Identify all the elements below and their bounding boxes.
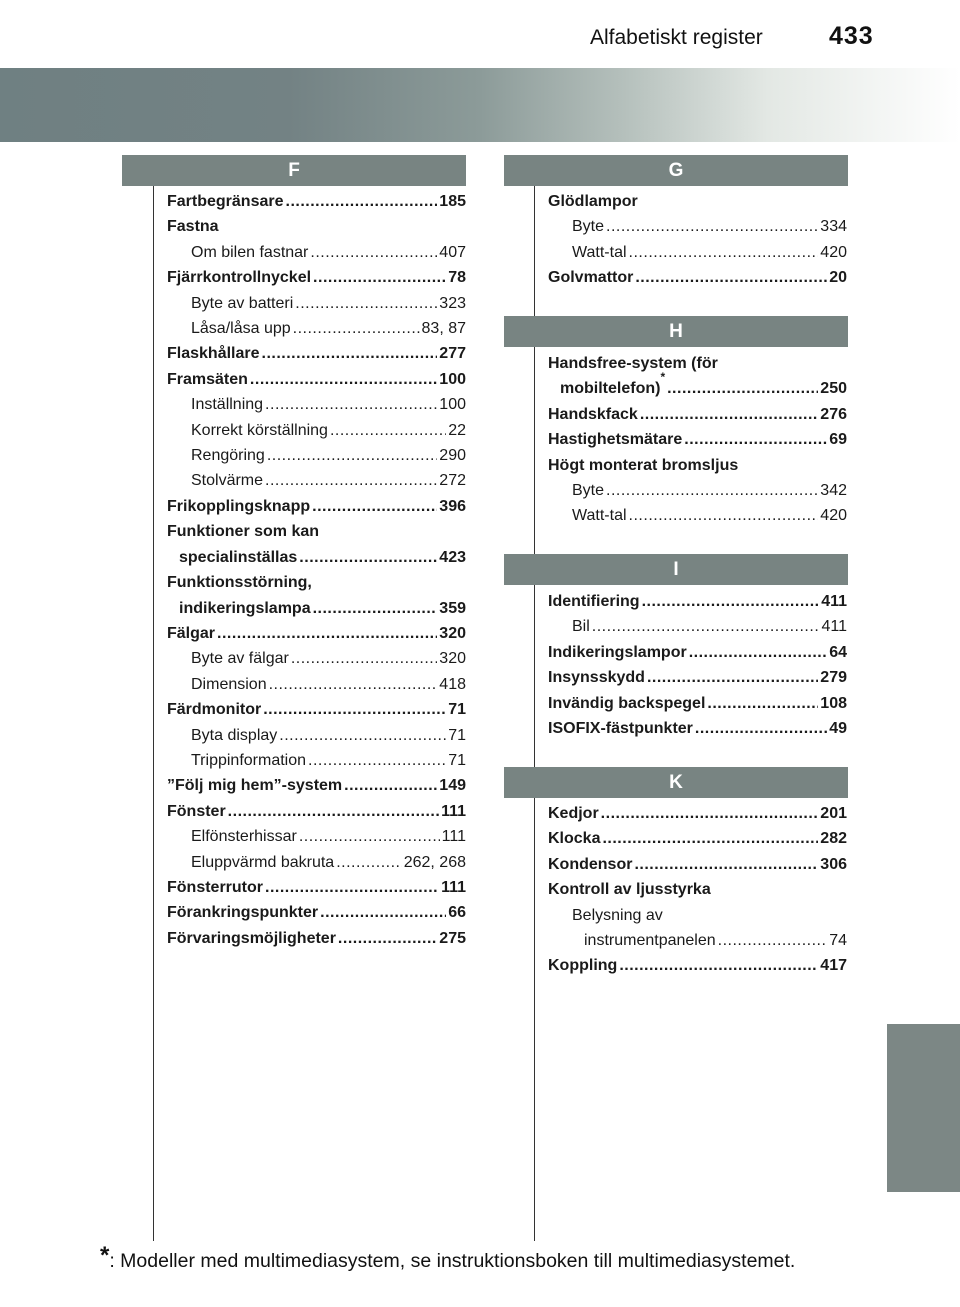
index-entry-continued[interactable]: indikeringslampa ..... 359 (167, 596, 466, 621)
index-subentry[interactable]: Om bilen fastnar ..... 407 (167, 240, 466, 265)
index-entry[interactable]: Färdmonitor ..... 71 (167, 697, 466, 722)
index-entry[interactable]: Frikopplingsknapp ..... 396 (167, 494, 466, 519)
index-entry[interactable]: Indikeringslampor ..... 64 (548, 640, 847, 665)
entries-i (548, 589, 847, 741)
index-entry[interactable]: Identifiering ..... 411 (548, 589, 847, 614)
footnote (100, 1242, 796, 1274)
index-entry: Funktioner som kan (167, 523, 320, 541)
index-subentry[interactable]: Byte ..... 342 (548, 478, 847, 503)
footnote-marker: * (660, 370, 666, 385)
index-entry: Högt monterat bromsljus (548, 456, 739, 474)
entries-g (548, 189, 847, 291)
index-entry-continued[interactable]: specialinställas ..... 423 (167, 545, 466, 570)
index-subentry[interactable]: Byte av batteri ..... 323 (167, 291, 466, 316)
index-entry[interactable]: Fälgar ..... 320 (167, 621, 466, 646)
section-header-f: F (122, 155, 466, 186)
index-entry[interactable]: Flaskhållare ..... 277 (167, 341, 466, 366)
header-title: Alfabetiskt register (590, 26, 763, 49)
index-entry[interactable]: ISOFIX-fästpunkter ..... 49 (548, 716, 847, 741)
index-entry[interactable]: Förvaringsmöjligheter ..... 275 (167, 926, 466, 951)
index-subentry[interactable]: Inställning ..... 100 (167, 392, 466, 417)
index-entry[interactable]: Klocka ..... 282 (548, 826, 847, 851)
index-entry[interactable]: Fönster ..... 111 (167, 799, 466, 824)
index-entry[interactable]: Förankringspunkter ..... 66 (167, 900, 466, 925)
index-entry[interactable]: Koppling ..... 417 (548, 953, 847, 978)
index-subentry[interactable]: Stolvärme ..... 272 (167, 468, 466, 493)
header-banner (0, 68, 960, 142)
index-subentry[interactable]: Korrekt körställning ..... 22 (167, 418, 466, 443)
section-header-h: H (504, 316, 848, 347)
index-subentry[interactable]: Byte ..... 334 (548, 214, 847, 239)
index-entry[interactable]: Kondensor ..... 306 (548, 852, 847, 877)
index-entry: Kontroll av ljusstyrka (548, 881, 711, 899)
index-entry[interactable]: Kedjor ..... 201 (548, 801, 847, 826)
index-subentry[interactable]: Byta display ..... 71 (167, 723, 466, 748)
index-subentry[interactable]: Watt-tal ..... 420 (548, 503, 847, 528)
entries-k (548, 801, 847, 979)
index-entry[interactable]: Framsäten ..... 100 (167, 367, 466, 392)
index-entry: Glödlampor (548, 193, 638, 210)
index-subentry[interactable]: Watt-tal ..... 420 (548, 240, 847, 265)
index-entry[interactable]: ”Följ mig hem”-system ..... 149 (167, 773, 466, 798)
entries-h (548, 351, 847, 529)
footnote-star: * (100, 1242, 110, 1269)
index-entry[interactable]: Invändig backspegel ..... 108 (548, 691, 847, 716)
index-entry[interactable]: Fjärrkontrollnyckel ..... 78 (167, 265, 466, 290)
index-entry: Handsfree-system (för (548, 355, 718, 372)
index-subentry[interactable]: Byte av fälgar ..... 320 (167, 646, 466, 671)
index-subentry[interactable]: Elfönsterhissar ..... 111 (167, 824, 466, 849)
section-header-k: K (504, 767, 848, 798)
page-number: 433 (829, 22, 874, 50)
index-entry[interactable]: Golvmattor ..... 20 (548, 265, 847, 290)
index-subentry[interactable]: Bil ..... 411 (548, 614, 847, 639)
index-subentry[interactable]: Dimension ..... 418 (167, 672, 466, 697)
index-subentry-continued[interactable]: instrumentpanelen ..... 74 (548, 928, 847, 953)
index-subentry[interactable]: Trippinformation ..... 71 (167, 748, 466, 773)
section-header-i: I (504, 554, 848, 585)
index-entry[interactable]: Hastighetsmätare ..... 69 (548, 427, 847, 452)
index-subentry[interactable]: Rengöring ..... 290 (167, 443, 466, 468)
index-subentry[interactable]: Låsa/låsa upp ..... 83, 87 (167, 316, 466, 341)
index-entry[interactable]: Fönsterrutor ..... 111 (167, 875, 466, 900)
index-subentry: Belysning av (572, 906, 663, 924)
index-entry-continued[interactable]: mobiltelefon)* ..... 250 (548, 376, 847, 401)
section-header-g: G (504, 155, 848, 186)
thumb-index-tab (887, 1024, 960, 1192)
index-entry[interactable]: Insynsskydd ..... 279 (548, 665, 847, 690)
index-entry: Fastna (167, 218, 219, 236)
index-entry[interactable]: Handskfack ..... 276 (548, 402, 847, 427)
index-entry: Funktionsstörning, (167, 574, 312, 592)
index-entry[interactable]: Fartbegränsare ..... 185 (167, 189, 466, 214)
entries-f (167, 189, 466, 951)
column-divider-left (153, 186, 154, 1241)
index-subentry[interactable]: Eluppvärmd bakruta ..... 262, 268 (167, 850, 466, 875)
footnote-text: : Modeller med multimediasystem, se instruktionsboken till multimediasystemet. (109, 1250, 796, 1272)
